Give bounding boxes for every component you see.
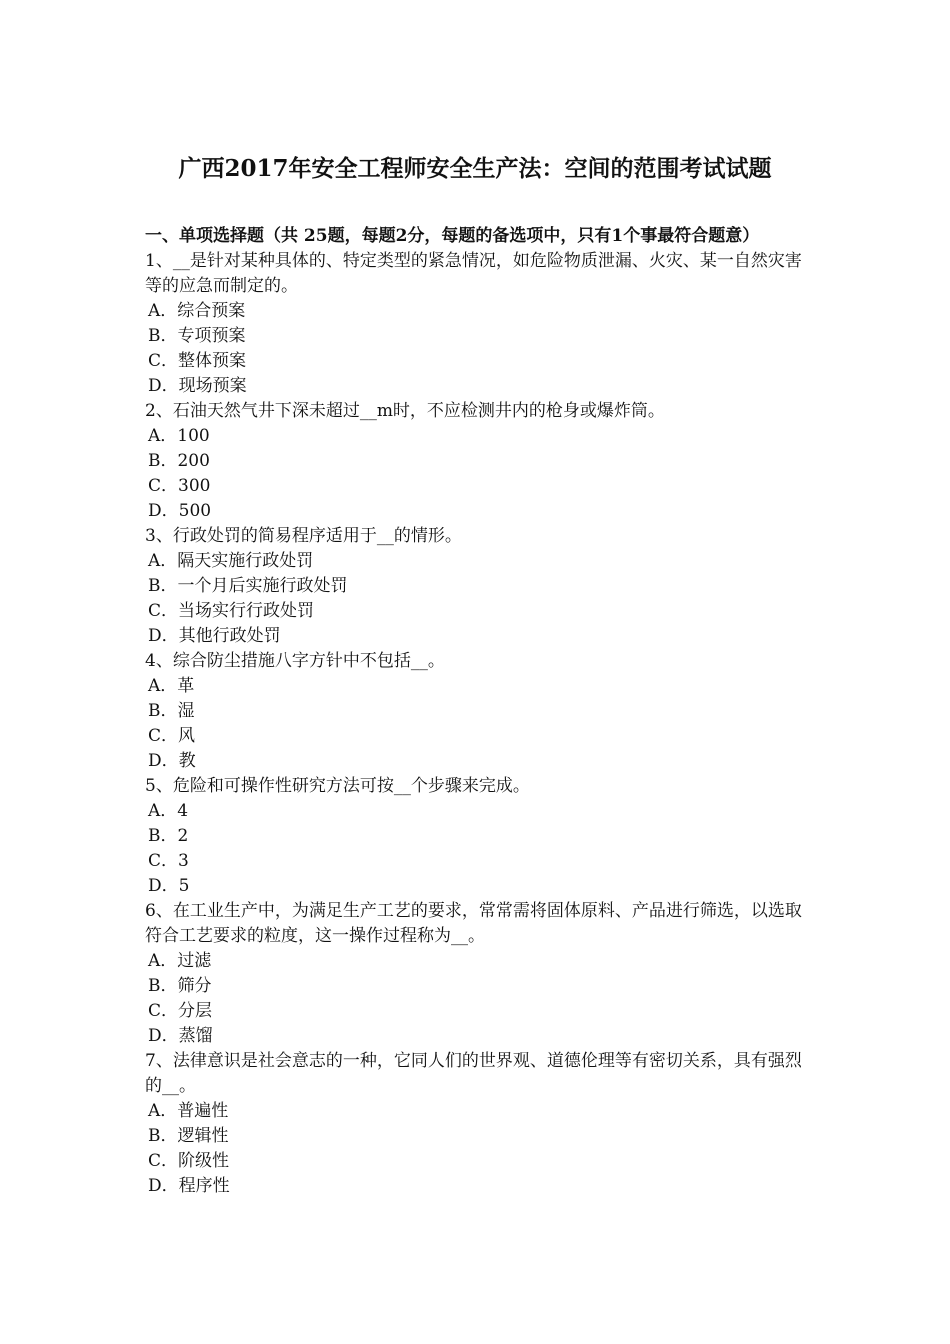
question-1: [145, 249, 815, 399]
option-b: B．一个月后实施行政处罚: [148, 575, 348, 596]
document-body: [145, 224, 815, 1199]
question-7: [145, 1049, 815, 1199]
option-b: B．筛分: [148, 975, 212, 996]
option-d: D．500: [148, 500, 212, 521]
option-c: C．分层: [148, 1000, 213, 1021]
option-c: C．风: [148, 725, 196, 746]
option-a: A．过滤: [148, 950, 212, 971]
question-text: 6、在工业生产中，为满足生产工艺的要求，常常需将固体原料、产品进行筛选，以选取符合工艺要求的粒度，这一操作过程称为__。: [145, 900, 802, 946]
option-a: A．革: [148, 675, 195, 696]
option-b: B．2: [148, 825, 189, 846]
option-c: C．3: [148, 850, 189, 871]
option-d: D．程序性: [148, 1175, 230, 1196]
section-heading: 一、单项选择题（共 25题，每题2分，每题的备选项中，只有1个事最符合题意）: [145, 226, 760, 246]
option-c: C．当场实行行政处罚: [148, 600, 315, 621]
option-c: C．整体预案: [148, 350, 247, 371]
option-b: B．200: [148, 450, 210, 471]
question-text: 7、法律意识是社会意志的一种，它同人们的世界观、道德伦理等有密切关系，具有强烈的__。: [145, 1050, 802, 1096]
option-c: C．阶级性: [148, 1150, 230, 1171]
question-text: 2、石油天然气井下深未超过__m时，不应检测井内的枪身或爆炸筒。: [145, 400, 665, 421]
question-text: 3、行政处罚的简易程序适用于__的情形。: [145, 525, 462, 546]
option-a: A．普遍性: [148, 1100, 229, 1121]
option-d: D．5: [148, 875, 190, 896]
document-title: 广西2017年安全工程师安全生产法：空间的范围考试试题: [178, 155, 772, 182]
option-b: B．专项预案: [148, 325, 246, 346]
option-d: D．其他行政处罚: [148, 625, 281, 646]
question-3: [145, 524, 815, 649]
option-d: D．现场预案: [148, 375, 247, 396]
option-d: D．蒸馏: [148, 1025, 213, 1046]
option-a: A．4: [148, 800, 189, 821]
question-text: 4、综合防尘措施八字方针中不包括__。: [145, 650, 445, 671]
option-c: C．300: [148, 475, 211, 496]
question-2: [145, 399, 815, 524]
option-a: A．综合预案: [148, 300, 246, 321]
question-5: [145, 774, 815, 899]
option-a: A．100: [148, 425, 210, 446]
option-b: B．湿: [148, 700, 195, 721]
option-a: A．隔天实施行政处罚: [148, 550, 314, 571]
question-6: [145, 899, 815, 1049]
option-d: D．教: [148, 750, 196, 771]
question-4: [145, 649, 815, 774]
question-text: 5、危险和可操作性研究方法可按__个步骤来完成。: [145, 775, 530, 796]
question-text: 1、__是针对某种具体的、特定类型的紧急情况，如危险物质泄漏、火灾、某一自然灾害等的应急而制定的。: [145, 250, 802, 296]
option-b: B．逻辑性: [148, 1125, 229, 1146]
